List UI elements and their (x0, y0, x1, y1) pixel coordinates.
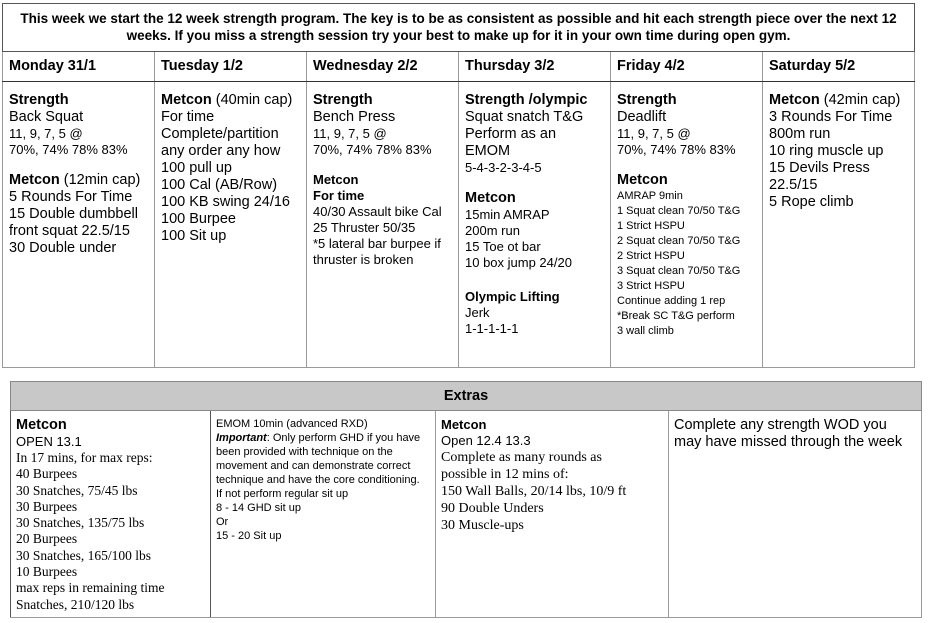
metcon-line: 40/30 Assault bike Cal (313, 204, 442, 219)
metcon-line: 15 Double dumbbell (9, 206, 138, 222)
day-header-wednesday: Wednesday 2/2 (307, 52, 459, 82)
strength-reps: 11, 9, 7, 5 @ (9, 126, 83, 141)
extras-line: 30 Snatches, 75/45 lbs (16, 482, 138, 498)
extras-line: 90 Double Unders (441, 501, 544, 516)
extras-line: possible in 12 mins of: (441, 467, 569, 482)
strength-title: Strength /olympic (465, 92, 588, 108)
olympic-lifting-scheme: 1-1-1-1-1 (465, 321, 519, 336)
metcon-line: 15min AMRAP (465, 207, 550, 222)
strength-percentages: 70%, 74% 78% 83% (9, 142, 128, 157)
metcon-line: 100 pull up (161, 160, 232, 176)
extras-line: 150 Wall Balls, 20/14 lbs, 10/9 ft (441, 484, 627, 499)
weekly-program-table (2, 3, 915, 368)
metcon-line: AMRAP 9min (617, 190, 683, 202)
extras-line: In 17 mins, for max reps: (16, 450, 153, 465)
metcon-line: Continue adding 1 rep (617, 295, 726, 307)
metcon-line: *Break SC T&G perform (617, 310, 735, 322)
strength-title: Strength (9, 92, 69, 108)
metcon-line: 3 wall climb (617, 325, 674, 337)
metcon-line: 100 Burpee (161, 211, 236, 227)
metcon-line: For time (161, 109, 215, 125)
metcon-line: 800m run (769, 126, 831, 142)
metcon-line: 3 Rounds For Time (769, 109, 893, 125)
metcon-line: 10 box jump 24/20 (465, 255, 572, 270)
extras-line: max reps in remaining time (16, 580, 165, 596)
extras-line: 20 Burpees (16, 531, 78, 547)
metcon-line: 15 Toe ot bar (465, 239, 541, 254)
extras-title: Metcon (441, 417, 487, 432)
day-cell-tuesday (155, 82, 307, 368)
metcon-heading: Metcon (40min cap) (161, 92, 293, 108)
day-cell-saturday (763, 82, 915, 368)
metcon-line: 5 Rounds For Time (9, 189, 133, 205)
day-header-thursday: Thursday 3/2 (459, 52, 611, 82)
metcon-line: 100 Cal (AB/Row) (161, 177, 278, 193)
strength-emom: Perform as an EMOM (465, 126, 557, 159)
extras-line: Complete as many rounds as (441, 450, 602, 465)
extras-line: 30 Snatches, 135/75 lbs (16, 515, 145, 531)
extras-col-open-13-1 (11, 411, 211, 618)
day-cell-monday (3, 82, 155, 368)
metcon-line: 3 Strict HSPU (617, 280, 685, 292)
metcon-line: thruster is broken (313, 252, 414, 267)
extras-line: 15 - 20 Sit up (216, 530, 282, 542)
olympic-lifting-name: Jerk (465, 305, 490, 320)
strength-reps: 11, 9, 7, 5 @ (313, 126, 387, 141)
strength-name: Squat snatch T&G (465, 109, 584, 125)
metcon-line: 22.5/15 (769, 177, 818, 193)
strength-title: Strength (617, 92, 677, 108)
strength-title: Strength (313, 92, 373, 108)
metcon-line: 15 Devils Press (769, 160, 870, 176)
metcon-line: 30 Double under (9, 240, 117, 256)
extras-title: EMOM 10min (advanced RXD) (216, 418, 368, 430)
makeup-note: Complete any strength WOD you may have missed through the week (674, 417, 903, 450)
extras-line: 8 - 14 GHD sit up (216, 502, 301, 514)
day-cell-friday (611, 82, 763, 368)
metcon-title: Metcon (617, 172, 668, 188)
program-intro: This week we start the 12 week strength program. The key is to be as consistent as possible and hit each strength piece over the next 12 weeks. If you miss a strength session try your best to make up for it in your own time during open gym. (3, 4, 915, 52)
important-note: Important: Only perform GHD if you have been provided with technique on the movement and can demonstrate correct technique and have the core conditioning. (216, 432, 421, 486)
strength-reps: 11, 9, 7, 5 @ (617, 126, 691, 141)
extras-table (10, 381, 922, 618)
metcon-heading: Metcon (42min cap) (769, 92, 901, 108)
extras-line: 30 Muscle-ups (441, 518, 524, 533)
day-header-friday: Friday 4/2 (611, 52, 763, 82)
metcon-line: 5 Rope climb (769, 194, 854, 210)
day-header-monday: Monday 31/1 (3, 52, 155, 82)
extras-line: 10 Burpees (16, 564, 78, 580)
extras-col-makeup (669, 411, 922, 618)
strength-percentages: 70%, 74% 78% 83% (617, 142, 736, 157)
metcon-line: 100 KB swing 24/16 (161, 194, 290, 210)
metcon-line: Complete/partition (161, 126, 279, 142)
metcon-title: Metcon (465, 190, 516, 206)
extras-line: Or (216, 516, 229, 528)
strength-name: Bench Press (313, 109, 396, 125)
metcon-title: Metcon (313, 172, 359, 187)
extras-title: Metcon (16, 417, 67, 433)
extras-line: 40 Burpees (16, 466, 78, 482)
metcon-line: 2 Strict HSPU (617, 250, 685, 262)
extras-header: Extras (11, 382, 922, 411)
olympic-lifting-title: Olympic Lifting (465, 289, 560, 304)
metcon-line: 2 Squat clean 70/50 T&G (617, 235, 741, 247)
metcon-heading: Metcon (12min cap) (9, 172, 141, 188)
extras-line: 30 Burpees (16, 498, 78, 514)
strength-scheme: 5-4-3-2-3-4-5 (465, 160, 542, 175)
extras-line: 30 Snatches, 165/100 lbs (16, 547, 151, 563)
extras-line: Snatches, 210/120 lbs (16, 596, 135, 612)
day-cell-wednesday (307, 82, 459, 368)
metcon-line: front squat 22.5/15 (9, 223, 130, 239)
strength-name: Back Squat (9, 109, 84, 125)
extras-line: If not perform regular sit up (216, 488, 349, 500)
extras-col-open-12-4 (436, 411, 669, 618)
metcon-line: 10 ring muscle up (769, 143, 884, 159)
metcon-line: any order any how (161, 143, 281, 159)
metcon-line: 100 Sit up (161, 228, 227, 244)
metcon-subtitle: For time (313, 188, 365, 203)
extras-subtitle: OPEN 13.1 (16, 434, 82, 449)
extras-col-emom (211, 411, 436, 618)
extras-subtitle: Open 12.4 13.3 (441, 433, 531, 448)
metcon-line: 3 Squat clean 70/50 T&G (617, 265, 741, 277)
strength-name: Deadlift (617, 109, 667, 125)
day-cell-thursday (459, 82, 611, 368)
metcon-line: *5 lateral bar burpee if (313, 236, 441, 251)
metcon-line: 25 Thruster 50/35 (313, 220, 416, 235)
day-header-tuesday: Tuesday 1/2 (155, 52, 307, 82)
metcon-line: 1 Strict HSPU (617, 220, 685, 232)
metcon-line: 200m run (465, 223, 520, 238)
day-header-saturday: Saturday 5/2 (763, 52, 915, 82)
strength-percentages: 70%, 74% 78% 83% (313, 142, 432, 157)
metcon-line: 1 Squat clean 70/50 T&G (617, 205, 741, 217)
